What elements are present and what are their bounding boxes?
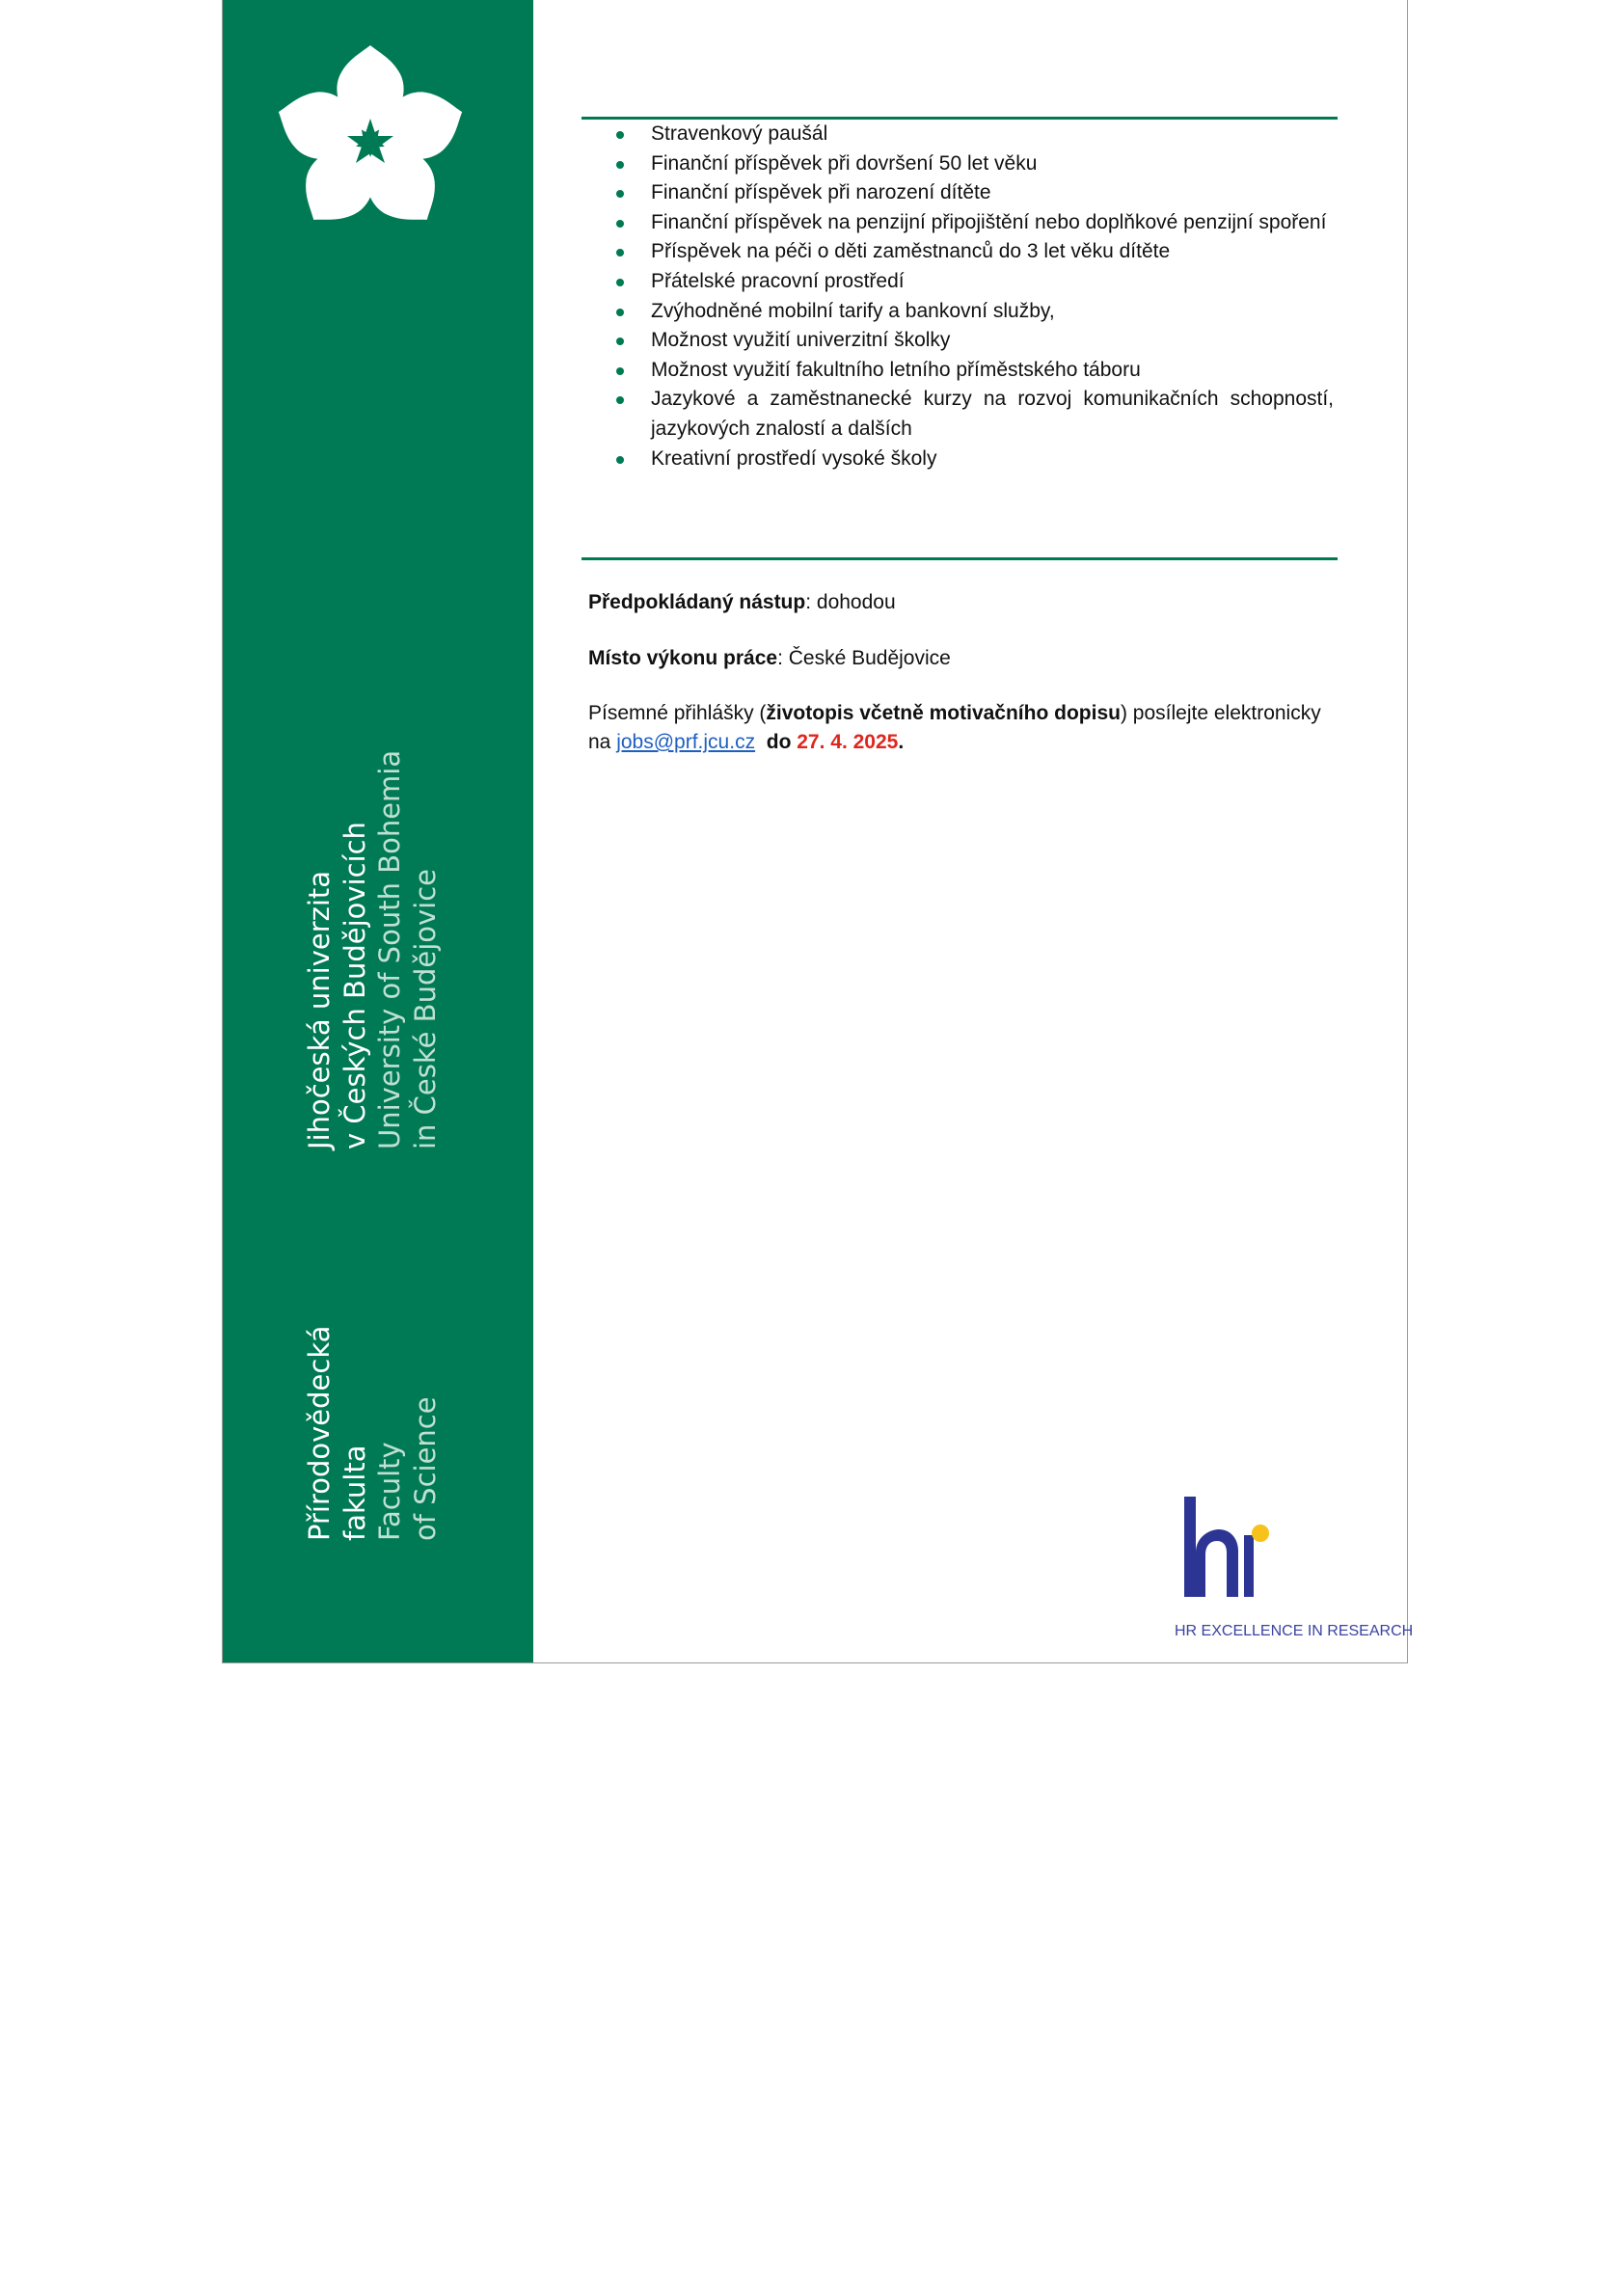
bullet-icon — [616, 249, 624, 257]
email-link[interactable]: jobs@prf.jcu.cz — [616, 731, 756, 753]
list-item: Zvýhodněné mobilní tarify a bankovní služby, — [582, 297, 1334, 327]
university-block — [302, 750, 443, 1149]
list-item: Jazykové a zaměstnanecké kurzy na rozvoj komunikačních schopností, jazykových znalostí a dalších — [582, 385, 1334, 444]
document-page — [222, 0, 1414, 1663]
list-item: Kreativní prostředí vysoké školy — [582, 445, 1334, 474]
hr-excellence-caption: HR EXCELLENCE IN RESEARCH — [1175, 1623, 1414, 1639]
bullet-icon — [616, 309, 624, 316]
hr-excellence-logo-icon — [1163, 1497, 1269, 1603]
university-line-2: v Českých Budějovicích — [338, 822, 371, 1149]
university-line-1: Jihočeská univerzita — [303, 870, 336, 1149]
faculty-line-2: fakulta — [338, 1445, 371, 1541]
faculty-line-1: Přírodovědecká — [303, 1325, 336, 1541]
work-place-label: Místo výkonu práce — [588, 647, 778, 669]
bullet-icon — [616, 279, 624, 286]
university-en-line-1: University of South Bohemia — [373, 749, 406, 1149]
application-do: do — [766, 731, 798, 753]
list-item: Příspěvek na péči o děti zaměstnanců do 3 let věku dítěte — [582, 237, 1334, 267]
list-item: Finanční příspěvek při narození dítěte — [582, 178, 1334, 208]
application-text-before: Písemné přihlášky ( — [588, 702, 767, 724]
university-en-line-2: in České Budějovice — [408, 868, 442, 1149]
application-period: . — [898, 731, 905, 753]
deadline-date: 27. 4. 2025 — [797, 731, 899, 753]
application-paragraph — [588, 699, 1340, 757]
faculty-en-line-2: of Science — [408, 1396, 442, 1541]
bullet-icon — [616, 367, 624, 375]
benefits-list — [582, 120, 1334, 473]
start-date-value: : dohodou — [805, 591, 896, 613]
sidebar-vertical-text — [302, 749, 475, 1541]
bullet-icon — [616, 190, 624, 198]
list-item: Přátelské pracovní prostředí — [582, 267, 1334, 297]
bullet-icon — [616, 338, 624, 345]
list-item: Stravenkový paušál — [582, 120, 1334, 149]
bullet-icon — [616, 456, 624, 464]
application-na: na — [588, 731, 617, 753]
list-item: Finanční příspěvek na penzijní připojištění nebo doplňkové penzijní spoření — [582, 208, 1334, 238]
list-item: Finanční příspěvek při dovršení 50 let věku — [582, 149, 1334, 179]
application-text-after: ) posílejte elektronicky — [1120, 702, 1321, 724]
bullet-icon — [616, 396, 624, 404]
sidebar — [223, 0, 533, 1662]
list-item: Možnost využití fakultního letního příměstského táboru — [582, 356, 1334, 386]
bullet-icon — [616, 131, 624, 139]
flower-icon — [269, 41, 472, 243]
start-date-label: Předpokládaný nástup — [588, 591, 806, 613]
faculty-en-line-1: Faculty — [373, 1442, 406, 1541]
bullet-icon — [616, 220, 624, 228]
faculty-block — [302, 1326, 443, 1541]
bottom-divider — [582, 557, 1338, 560]
work-place-value: : České Budějovice — [777, 647, 951, 669]
work-place-line — [588, 644, 1340, 673]
start-date-line — [588, 588, 1340, 617]
list-item: Možnost využití univerzitní školky — [582, 326, 1334, 356]
application-emphasis: životopis včetně motivačního dopisu — [766, 702, 1121, 724]
bullet-icon — [616, 161, 624, 169]
